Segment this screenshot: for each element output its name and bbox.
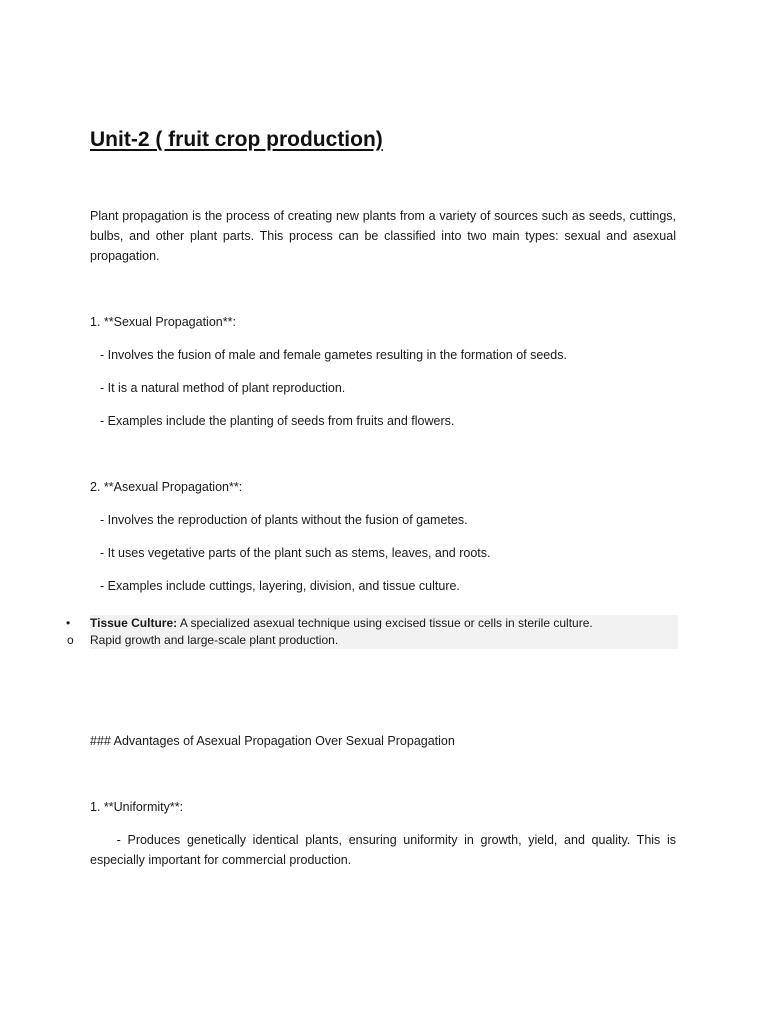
sexual-propagation-heading: 1. **Sexual Propagation**: bbox=[90, 315, 236, 329]
tissue-culture-label: Tissue Culture: bbox=[90, 616, 178, 630]
intro-paragraph: Plant propagation is the process of creating new plants from a variety of sources such as seeds, cuttings, bulbs, and other plant parts. This process can be classified into two main types: sexual and asexual propagation. bbox=[90, 209, 676, 263]
asexual-point-3: - Examples include cuttings, layering, division, and tissue culture. bbox=[100, 579, 460, 593]
asexual-point-1: - Involves the reproduction of plants without the fusion of gametes. bbox=[100, 513, 468, 527]
sexual-point-1: - Involves the fusion of male and female gametes resulting in the formation of seeds. bbox=[100, 348, 567, 362]
tissue-culture-item bbox=[90, 615, 593, 632]
tissue-culture-text: A specialized asexual technique using excised tissue or cells in sterile culture. bbox=[177, 616, 593, 630]
sexual-point-2: - It is a natural method of plant reproduction. bbox=[100, 381, 346, 395]
bullet-dot: • bbox=[66, 616, 71, 630]
asexual-propagation-heading: 2. **Asexual Propagation**: bbox=[90, 480, 243, 494]
uniformity-heading: 1. **Uniformity**: bbox=[90, 800, 184, 814]
advantages-heading: ### Advantages of Asexual Propagation Over Sexual Propagation bbox=[90, 734, 455, 748]
tissue-culture-subitem: Rapid growth and large-scale plant production. bbox=[90, 633, 339, 647]
document-title: Unit-2 ( fruit crop production) bbox=[90, 128, 383, 151]
asexual-point-2: - It uses vegetative parts of the plant such as stems, leaves, and roots. bbox=[100, 546, 491, 560]
uniformity-paragraph: - Produces genetically identical plants, ensuring uniformity in growth, yield, and quality. This is especially important for commercial production. bbox=[90, 833, 680, 867]
sub-bullet-mark: o bbox=[67, 633, 74, 647]
sexual-point-3: - Examples include the planting of seeds from fruits and flowers. bbox=[100, 414, 455, 428]
